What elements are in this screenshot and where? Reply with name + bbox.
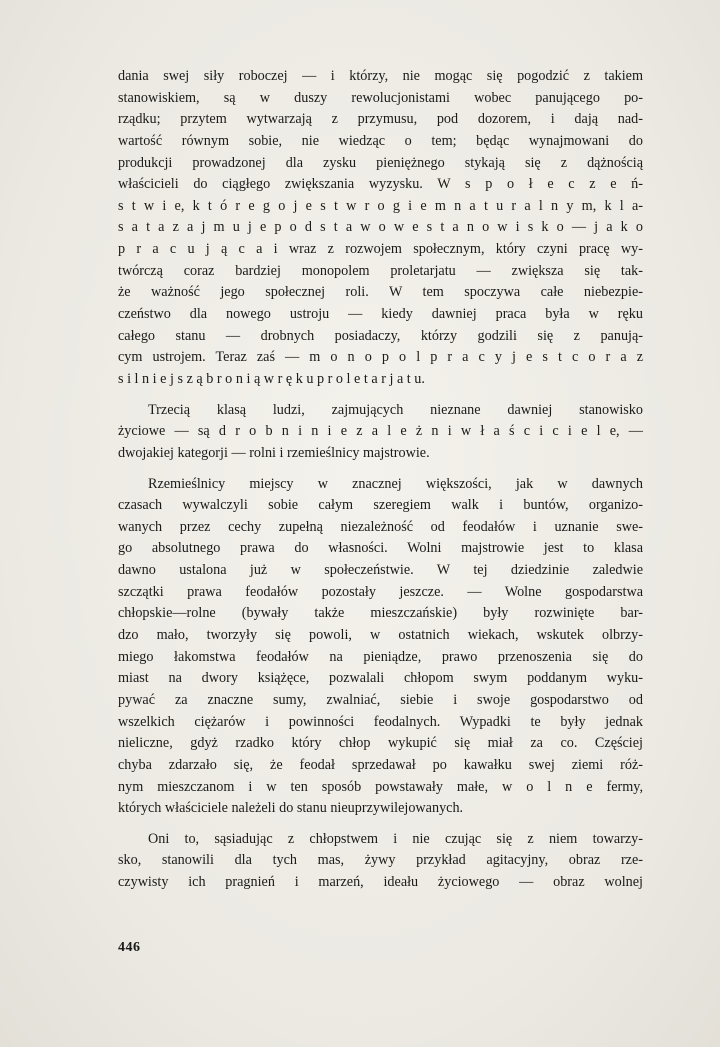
text-line: dwojakiej kategorji — rolni i rzemieślnicy majstrowie. [118,444,430,461]
text-line: całego stanu — drobnych posiadaczy, którzy godzili się z panują- [118,327,643,344]
text-line: nym mieszczanom i w ten sposób powstawały małe, w o l n e fermy, [118,778,643,795]
text-line: Rzemieślnicy miejscy w znacznej większości, jak w dawnych [148,475,643,492]
text-line: produkcji prowadzonej dla zysku pieniężnego stykają się z dążnością [118,154,643,171]
text-line: s a t a z a j m u j e p o d s t a w o w e s t a n o w i s k o — j a k o [118,219,643,236]
text-line: szczątki prawa feodałów pozostały jeszcze. — Wolne gospodarstwa [118,583,643,600]
paragraph-3 [118,474,643,820]
text-line: cym ustrojem. Teraz zaś — m o n o p o l p r a c y j e s t c o r a z [118,349,643,366]
text-line: twórczą coraz bardziej monopolem proletarjatu — zwiększa się tak- [118,262,643,279]
text-line: chłopskie—rolne (bywały także mieszczańskie) były rozwinięte bar- [118,605,643,622]
text-line: czywisty ich pragnień i marzeń, ideału życiowego — obraz wolnej [118,874,643,891]
text-line: rządku; przytem wytwarzają z przymusu, pod dozorem, i dają nad- [118,111,643,128]
text-line: czeństwo dla nowego ustroju — kiedy dawniej praca była w ręku [118,306,643,323]
text-line: czasach wywalczyli sobie całym szeregiem walk i buntów, organizo- [118,497,643,514]
text-line: miast na dwory książęce, pozwalali chłopom swym poddanym wyku- [118,670,643,687]
text-line: dawno ustalona już w społeczeństwie. W tej dziedzinie zaledwie [118,562,643,579]
text-line: s i l n i e j s z ą b r o n i ą w r ę k u p r o l e t a r j a t u. [118,370,425,387]
text-line: Oni to, sąsiadując z chłopstwem i nie czując się z niem towarzy- [148,830,643,847]
text-line: wartość równym sobie, nie wiedząc o tem; będąc wynajmowani do [118,132,643,149]
page-number: 446 [118,940,141,955]
text-line: pywać za znaczne sumy, zwalniać, siebie i swoje gospodarstwo od [118,691,643,708]
paragraph-2 [118,400,643,465]
text-line: sko, stanowili dla tych mas, żywy przykład agitacyjny, obraz rze- [118,852,643,869]
text-line: życiowe — są d r o b n i n i e z a l e ż n i w ł a ś c i c i e l e, — [118,423,643,440]
paragraph-1 [118,66,643,391]
text-line: że ważność jego społecznej roli. W tem spoczywa całe niebezpie- [118,284,643,301]
text-line: których właściciele należeli do stanu nieuprzywilejowanych. [118,800,464,817]
text-line: właścicieli do ciągłego zwiększania wyzysku. W s p o ł e c z e ń- [118,176,643,193]
text-line: miego łakomstwa feodałów na pieniądze, prawo przenoszenia się do [118,648,643,665]
body-text [118,66,643,894]
text-line: dzo mało, tworzyły się powoli, w ostatnich wiekach, wskutek olbrzy- [118,627,643,644]
text-line: dania swej siły roboczej — i którzy, nie mogąc się pogodzić z takiem [118,68,643,84]
text-line: wszelkich ciężarów i powinności feodalnych. Wypadki te były jednak [118,713,643,730]
text-line: Trzecią klasą ludzi, zajmujących nieznane dawniej stanowisko [148,401,643,418]
paragraph-4 [118,829,643,894]
text-line: nieliczne, gdyż rzadko który chłop wykupić się miał za co. Częściej [118,735,643,752]
text-line: chyba zdarzało się, że feodał sprzedawał po kawałku swej ziemi róż- [118,756,643,773]
text-line: go absolutnego prawa do własności. Wolni majstrowie jest to klasa [118,540,643,557]
text-line: stanowiskiem, są w duszy rewolucjonistami wobec panującego po- [118,89,643,106]
text-line: p r a c u j ą c a i wraz z rozwojem społecznym, który czyni pracę wy- [118,241,643,258]
text-line: s t w i e, k t ó r e g o j e s t w r o g i e m n a t u r a l n y m, k l a- [118,197,643,214]
text-line: wanych przez cechy zupełną niezależność od feodałów i uznanie swe- [118,518,643,535]
